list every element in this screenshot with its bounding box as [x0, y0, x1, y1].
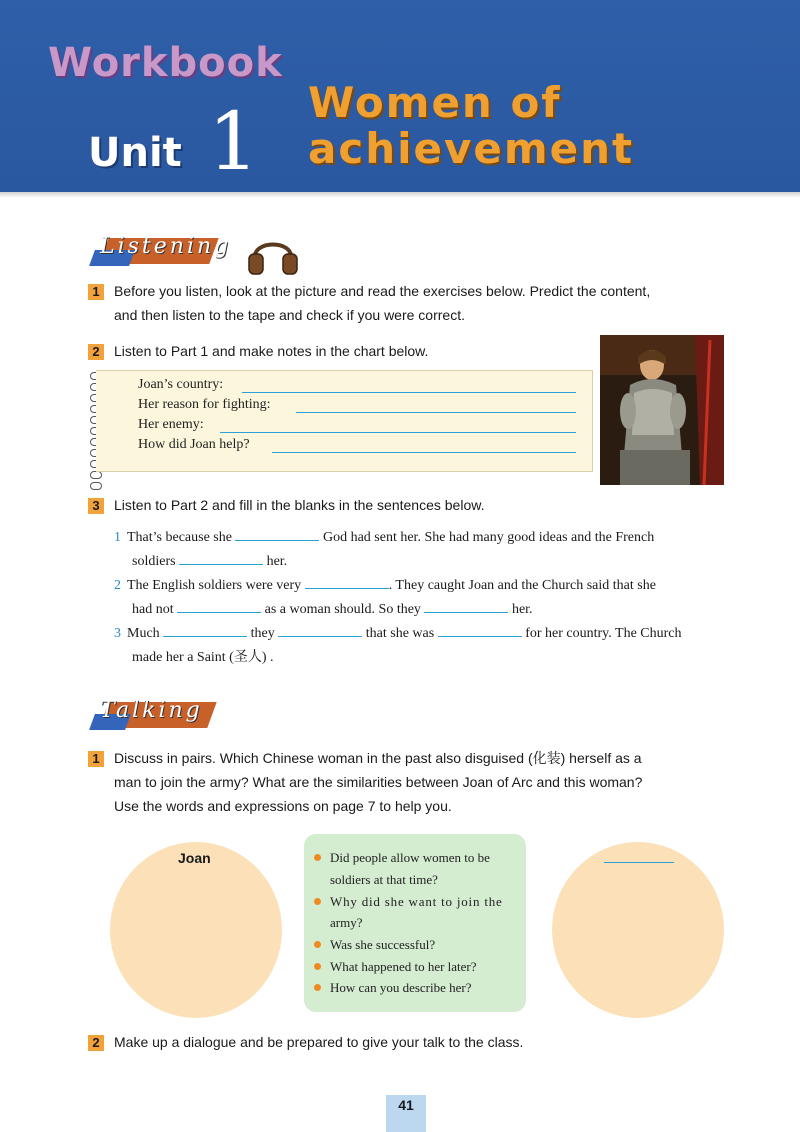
talking-label: Talking: [100, 698, 203, 723]
question-item: Was she successful?: [330, 937, 436, 952]
workbook-label: Workbook: [48, 40, 283, 86]
question-item: How can you describe her?: [330, 980, 472, 995]
question-item-cont: soldiers at that time?: [330, 872, 438, 887]
exercise-number: 1: [88, 284, 104, 300]
note-enemy-field[interactable]: [220, 432, 576, 433]
note-country-label: Joan’s country:: [138, 377, 224, 392]
blank-field[interactable]: [438, 624, 522, 637]
page-number: 41: [386, 1095, 426, 1132]
listening-q1-text: Before you listen, look at the picture and read the exercises below. Predict the content, and then listen to the tape and check if you were correct.: [114, 283, 651, 323]
note-help-label: How did Joan help?: [138, 437, 250, 452]
blank-field[interactable]: [163, 624, 247, 637]
talking-section-header: [94, 700, 224, 732]
bullet-icon: [314, 963, 321, 970]
question-item-cont: army?: [330, 915, 363, 930]
blank-field[interactable]: [305, 576, 389, 589]
bullet-icon: [314, 941, 321, 948]
note-reason-label: Her reason for fighting:: [138, 397, 271, 412]
note-country-field[interactable]: [242, 392, 576, 393]
exercise-number: 1: [88, 751, 104, 767]
sentence-3: 3 Much they that she was for her country. The Church made her a Saint (圣人) .: [114, 626, 682, 665]
sentence-1: 1 That’s because she God had sent her. She had many good ideas and the French soldiers her.: [114, 530, 655, 569]
headphones-icon: [247, 232, 299, 276]
unit-banner: [0, 0, 800, 192]
bullet-icon: [314, 984, 321, 991]
exercise-number: 3: [88, 498, 104, 514]
question-item: Did people allow women to be: [330, 850, 490, 865]
joan-of-arc-painting: [600, 335, 724, 485]
question-item: What happened to her later?: [330, 959, 477, 974]
bullet-icon: [314, 898, 321, 905]
note-enemy-label: Her enemy:: [138, 417, 204, 432]
unit-title: [308, 80, 634, 172]
talking-q1-text: Discuss in pairs. Which Chinese woman in the past also disguised (化装) herself as a man to join the army? What are the similarities between Joan of Arc and this woman? Use the words and expressions on page 7 to help you.: [114, 750, 643, 814]
listening-label: Listening: [100, 234, 232, 259]
bullet-icon: [314, 854, 321, 861]
chinese-woman-circle: [552, 842, 724, 1018]
talking-q2-text: Make up a dialogue and be prepared to give your talk to the class.: [114, 1034, 524, 1050]
note-reason-field[interactable]: [296, 412, 576, 413]
chinese-woman-name-field[interactable]: [604, 862, 674, 863]
blank-field[interactable]: [177, 600, 261, 613]
sentence-2: 2 The English soldiers were very . They caught Joan and the Church said that she had not as a woman should. So they her.: [114, 578, 656, 617]
listening-q3-text: Listen to Part 2 and fill in the blanks in the sentences below.: [114, 497, 485, 513]
unit-number: 1: [208, 95, 259, 188]
blank-field[interactable]: [235, 528, 319, 541]
question-item: Why did she want to join the: [330, 894, 503, 909]
note-help-field[interactable]: [272, 452, 576, 453]
joan-circle: [110, 842, 282, 1018]
blank-field[interactable]: [179, 552, 263, 565]
blank-field[interactable]: [424, 600, 508, 613]
listening-section-header: [94, 236, 234, 268]
unit-word: Unit: [88, 130, 182, 176]
unit-title-line2: achievement: [308, 124, 635, 173]
exercise-number: 2: [88, 1035, 104, 1051]
unit-title-line1: Women of: [308, 78, 562, 127]
exercise-number: 2: [88, 344, 104, 360]
listening-q2-text: Listen to Part 1 and make notes in the chart below.: [114, 343, 429, 359]
blank-field[interactable]: [278, 624, 362, 637]
joan-circle-label: Joan: [178, 850, 211, 866]
